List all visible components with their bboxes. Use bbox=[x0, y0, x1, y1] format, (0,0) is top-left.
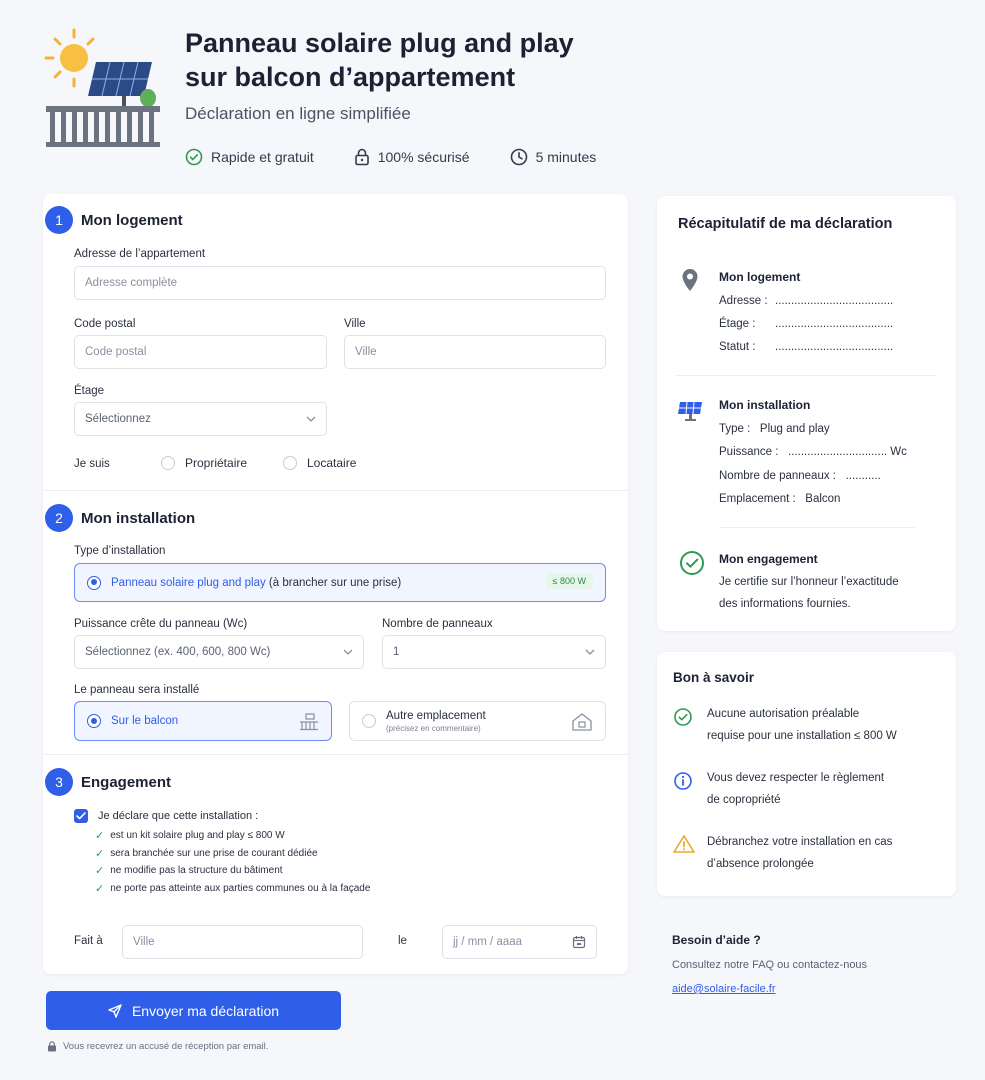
recap-floor-row bbox=[719, 318, 893, 330]
recap-row-value: ..................................... bbox=[775, 341, 894, 353]
date-label: le bbox=[398, 935, 407, 947]
location-other-label: Autre emplacement bbox=[386, 709, 486, 722]
tip-line: de copropriété bbox=[707, 794, 781, 806]
tip-item bbox=[707, 703, 937, 747]
recap-housing-title: Mon logement bbox=[719, 270, 801, 284]
recap-row-label: Étage : bbox=[719, 318, 756, 330]
good-to-know-card bbox=[657, 652, 956, 896]
tip-line: Vous devez respecter le règlement bbox=[707, 772, 885, 784]
declaration-checkbox-label: Je déclare que cette installation : bbox=[98, 810, 259, 822]
floor-label: Étage bbox=[74, 385, 105, 397]
section-title: Mon installation bbox=[81, 509, 196, 527]
recap-row-value: ..................................... bbox=[775, 295, 894, 307]
declaration-item bbox=[95, 829, 285, 842]
recap-install-power: Puissance : ............................... Wc bbox=[719, 446, 907, 458]
recap-row-label: Statut : bbox=[719, 341, 756, 353]
recap-row-value: ..................................... bbox=[775, 318, 894, 330]
installation-type-label: Type d’installation bbox=[74, 545, 166, 557]
section-title: Mon logement bbox=[81, 211, 183, 229]
clock-icon bbox=[510, 148, 528, 166]
floor-select-value: Sélectionnez bbox=[85, 413, 151, 425]
lock-icon bbox=[354, 148, 370, 166]
recap-engagement-title: Mon engagement bbox=[719, 552, 818, 566]
status-owner-radio[interactable] bbox=[161, 456, 247, 470]
tips-title: Bon à savoir bbox=[673, 670, 755, 685]
feature-label: 5 minutes bbox=[535, 149, 597, 165]
check-circle-icon bbox=[679, 550, 705, 576]
step-number: 3 bbox=[45, 768, 73, 796]
check-icon: ✓ bbox=[95, 830, 105, 842]
recap-title: Récapitulatif de ma déclaration bbox=[678, 216, 893, 232]
recap-address-row bbox=[719, 295, 893, 307]
radio-circle-selected[interactable] bbox=[87, 714, 101, 728]
declaration-checkbox[interactable] bbox=[74, 809, 258, 823]
radio-circle[interactable] bbox=[283, 456, 297, 470]
place-input[interactable] bbox=[122, 925, 363, 959]
section-divider bbox=[43, 490, 628, 491]
radio-circle[interactable] bbox=[161, 456, 175, 470]
location-other-hint: (précisez en commentaire) bbox=[386, 723, 481, 733]
date-input[interactable] bbox=[442, 925, 597, 959]
check-icon: ✓ bbox=[95, 848, 105, 860]
submit-label: Envoyer ma déclaration bbox=[131, 1002, 280, 1019]
step-number: 1 bbox=[45, 206, 73, 234]
location-balcony-label: Sur le balcon bbox=[111, 715, 179, 727]
receipt-note bbox=[47, 1041, 268, 1052]
help-text: Consultez notre FAQ ou contactez-nous bbox=[672, 959, 868, 971]
panel-count-value: 1 bbox=[393, 646, 400, 658]
power-limit-badge: ≤ 800 W bbox=[546, 573, 593, 589]
recap-install-count: Nombre de panneaux : ........... bbox=[719, 470, 881, 482]
tip-line: requise pour une installation ≤ 800 W bbox=[707, 730, 897, 742]
declaration-item-text: sera branchée sur une prise de courant dédiée bbox=[110, 848, 318, 859]
installation-type-main: Panneau solaire plug and play bbox=[111, 576, 266, 589]
panel-count-select[interactable] bbox=[382, 635, 606, 669]
section-installation-header bbox=[45, 504, 195, 532]
status-label: Je suis bbox=[74, 458, 110, 470]
location-pin-icon bbox=[681, 268, 699, 292]
send-icon bbox=[108, 1004, 122, 1018]
receipt-note-text: Vous recevrez un accusé de réception par email. bbox=[63, 1041, 269, 1052]
location-balcony-option[interactable] bbox=[74, 701, 332, 741]
chevron-down-icon bbox=[585, 649, 595, 655]
section-divider bbox=[43, 754, 628, 755]
location-other-option[interactable] bbox=[349, 701, 606, 741]
declaration-item-text: est un kit solaire plug and play ≤ 800 W bbox=[110, 830, 285, 841]
city-input[interactable] bbox=[344, 335, 606, 369]
check-icon: ✓ bbox=[95, 865, 105, 877]
radio-label: Propriétaire bbox=[185, 456, 248, 470]
warning-icon bbox=[673, 834, 695, 854]
submit-declaration-button[interactable] bbox=[46, 991, 341, 1030]
info-icon bbox=[673, 771, 693, 791]
tip-item bbox=[707, 767, 937, 811]
recap-install-type: Type : Plug and play bbox=[719, 423, 830, 435]
chevron-down-icon bbox=[306, 416, 316, 422]
recap-engagement-line1: Je certifie sur l’honneur l’exactitude bbox=[719, 576, 899, 588]
location-label: Le panneau sera installé bbox=[74, 684, 200, 696]
check-circle-icon bbox=[185, 148, 203, 166]
recap-status-row bbox=[719, 341, 893, 353]
house-icon bbox=[571, 712, 593, 732]
section-engagement-header bbox=[45, 768, 171, 796]
help-title: Besoin d’aide ? bbox=[672, 933, 761, 947]
installation-type-plug-play-option[interactable] bbox=[74, 563, 606, 602]
radio-circle[interactable] bbox=[362, 714, 376, 728]
postal-code-label: Code postal bbox=[74, 318, 136, 330]
declaration-item bbox=[95, 864, 283, 877]
panel-power-value: Sélectionnez (ex. 400, 600, 800 Wc) bbox=[85, 646, 271, 658]
solar-balcony-illustration-icon bbox=[44, 28, 164, 150]
city-label: Ville bbox=[344, 318, 366, 330]
help-email-link[interactable]: aide@solaire-facile.fr bbox=[672, 983, 776, 995]
recap-install-title: Mon installation bbox=[719, 398, 811, 412]
tip-item bbox=[707, 831, 937, 875]
check-icon: ✓ bbox=[95, 883, 105, 895]
check-circle-icon bbox=[673, 707, 693, 727]
declaration-item bbox=[95, 882, 370, 895]
date-placeholder: jj / mm / aaaa bbox=[453, 936, 523, 948]
balcony-icon bbox=[299, 713, 319, 731]
declaration-item-text: ne porte pas atteinte aux parties communes ou à la façade bbox=[110, 883, 371, 894]
radio-label: Locataire bbox=[307, 456, 357, 470]
lock-icon bbox=[47, 1041, 57, 1052]
solar-panel-icon bbox=[677, 400, 705, 422]
panel-power-select[interactable] bbox=[74, 635, 364, 669]
recap-install-location: Emplacement : Balcon bbox=[719, 493, 841, 505]
feature-time bbox=[510, 148, 597, 166]
feature-list bbox=[185, 148, 636, 166]
panel-count-label: Nombre de panneaux bbox=[382, 618, 493, 630]
declaration-item bbox=[95, 847, 318, 860]
recap-divider bbox=[719, 527, 915, 528]
status-tenant-radio[interactable] bbox=[283, 456, 356, 470]
panel-power-label: Puissance crête du panneau (Wc) bbox=[74, 618, 248, 630]
floor-select[interactable] bbox=[74, 402, 327, 436]
checkmark-icon bbox=[76, 812, 86, 820]
calendar-icon bbox=[572, 935, 586, 949]
place-label: Fait à bbox=[74, 935, 103, 947]
section-title: Engagement bbox=[81, 773, 172, 791]
address-label: Adresse de l’appartement bbox=[74, 248, 206, 260]
recap-card bbox=[657, 196, 956, 631]
feature-secure bbox=[354, 148, 470, 166]
chevron-down-icon bbox=[343, 649, 353, 655]
feature-fast bbox=[185, 148, 314, 166]
page-subtitle: Déclaration en ligne simplifiée bbox=[185, 104, 411, 123]
checkbox-checked[interactable] bbox=[74, 809, 88, 823]
address-input[interactable] bbox=[74, 266, 606, 300]
feature-label: 100% sécurisé bbox=[377, 149, 470, 165]
section-housing-header bbox=[45, 206, 183, 234]
tip-line: Débranchez votre installation en cas bbox=[707, 836, 893, 848]
feature-label: Rapide et gratuit bbox=[211, 149, 314, 165]
tip-line: Aucune autorisation préalable bbox=[707, 708, 860, 720]
postal-code-input[interactable] bbox=[74, 335, 327, 369]
radio-circle-selected[interactable] bbox=[87, 576, 101, 590]
declaration-item-text: ne modifie pas la structure du bâtiment bbox=[110, 865, 283, 876]
recap-row-label: Adresse : bbox=[719, 295, 768, 307]
page-title bbox=[185, 26, 615, 94]
tip-line: d’absence prolongée bbox=[707, 858, 814, 870]
declaration-form bbox=[43, 194, 628, 974]
page-title-line1: Panneau solaire plug and play bbox=[185, 28, 574, 58]
recap-engagement-line2: des informations fournies. bbox=[719, 598, 851, 610]
recap-divider bbox=[675, 375, 937, 376]
page-title-line2: sur balcon d’appartement bbox=[185, 62, 516, 92]
step-number: 2 bbox=[45, 504, 73, 532]
installation-type-detail: (à brancher sur une prise) bbox=[265, 576, 402, 589]
